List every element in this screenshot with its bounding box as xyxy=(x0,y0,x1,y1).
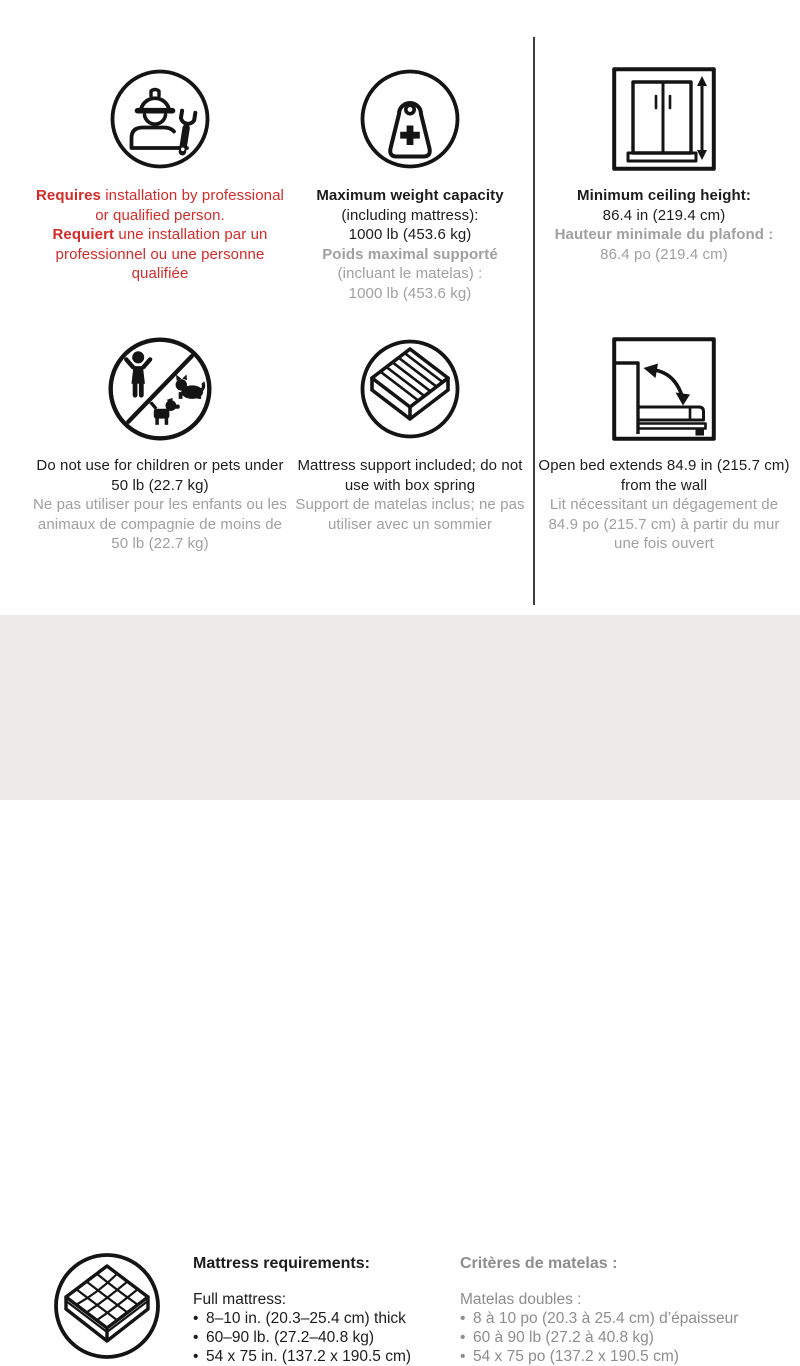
closed-bed-cabinet-icon xyxy=(538,62,790,176)
mattress-requirements-panel xyxy=(0,615,800,1365)
weight-line2-fr: 1000 lb (453.6 kg) xyxy=(348,284,472,302)
mattress-requirements-title-fr: Critères de matelas : xyxy=(460,1255,618,1272)
weight-icon xyxy=(292,62,528,176)
weight-capacity-text xyxy=(292,186,528,303)
block-no-children-pets xyxy=(28,332,292,554)
open-bed-text-fr: Lit nécessitant un dégagement de 84.9 po (215.7 cm) à partir du mur une fois ouvert xyxy=(548,496,780,552)
mattress-requirements-subtitle-en: Full mattress: xyxy=(193,1291,287,1308)
bullet-glyph: • xyxy=(460,1329,466,1346)
mattress-requirements-fr xyxy=(460,1254,790,1366)
ceiling-height-text xyxy=(538,186,790,264)
open-bed-text-en: Open bed extends 84.9 in (215.7 cm) from the wall xyxy=(538,457,790,494)
no-children-pets-text xyxy=(28,456,292,554)
weight-line1-fr: (incluant le matelas) : xyxy=(337,265,483,282)
installation-text xyxy=(28,186,292,284)
ceiling-title-en: Minimum ceiling height: xyxy=(577,187,751,204)
installation-text-en: Requires installation by professional or qualified person. xyxy=(35,187,284,224)
mattress-support-text xyxy=(292,456,528,534)
no-children-text-fr: Ne pas utiliser pour les enfants ou les animaux de compagnie de moins de 50 lb (22.7 kg) xyxy=(32,496,288,552)
mattress-requirements-title-en: Mattress requirements: xyxy=(193,1255,370,1272)
open-bed-icon xyxy=(538,332,790,446)
ceiling-title-fr: Hauteur minimale du plafond : xyxy=(554,226,774,243)
ceiling-line1-en: 86.4 in (219.4 cm) xyxy=(602,206,726,224)
installer-icon xyxy=(28,62,292,176)
bullet-glyph: • xyxy=(193,1310,199,1327)
weight-title-fr: Poids maximal supporté xyxy=(322,245,498,263)
mattress-spec-item: • 54 x 75 po (137.2 x 190.5 cm) xyxy=(460,1348,679,1365)
ceiling-line1-fr: 86.4 po (219.4 cm) xyxy=(600,245,728,263)
bullet-glyph: • xyxy=(460,1348,466,1365)
vertical-divider xyxy=(533,37,535,605)
block-weight-capacity xyxy=(292,62,528,303)
no-children-pets-icon xyxy=(28,332,292,446)
bullet-glyph: • xyxy=(460,1310,466,1327)
mattress-requirements-subtitle-fr: Matelas doubles : xyxy=(460,1291,582,1308)
slatted-base-icon xyxy=(292,332,528,446)
mattress-spec-item: • 8–10 in. (20.3–25.4 cm) thick xyxy=(193,1310,406,1327)
bullet-glyph: • xyxy=(193,1329,199,1346)
mattress-spec-item: • 54 x 75 in. (137.2 x 190.5 cm) xyxy=(193,1348,412,1365)
bullet-glyph: • xyxy=(193,1348,199,1365)
mattress-icon xyxy=(52,1251,162,1361)
block-mattress-support xyxy=(292,332,528,534)
block-open-bed xyxy=(538,332,790,554)
block-installation xyxy=(28,62,292,284)
mattress-support-text-fr: Support de matelas inclus; ne pas utiliser avec un sommier xyxy=(295,496,525,533)
weight-line2-en: 1000 lb (453.6 kg) xyxy=(348,226,472,243)
mattress-spec-item: • 60–90 lb. (27.2–40.8 kg) xyxy=(193,1329,375,1346)
open-bed-text xyxy=(538,456,790,554)
block-ceiling-height xyxy=(538,62,790,264)
mattress-requirements-en xyxy=(193,1254,451,1366)
no-children-text-en: Do not use for children or pets under 50 lb (22.7 kg) xyxy=(36,457,284,494)
installation-text-fr: Requiert une installation par un professionnel ou une personne qualifiée xyxy=(52,226,268,282)
mattress-spec-item: • 60 à 90 lb (27.2 à 40.8 kg) xyxy=(460,1329,654,1346)
weight-line1-en: (including mattress): xyxy=(341,206,479,224)
mattress-spec-item: • 8 à 10 po (20.3 à 25.4 cm) d’épaisseur xyxy=(460,1310,739,1327)
mattress-support-text-en: Mattress support included; do not use with box spring xyxy=(297,457,523,494)
weight-title-en: Maximum weight capacity xyxy=(316,187,504,204)
